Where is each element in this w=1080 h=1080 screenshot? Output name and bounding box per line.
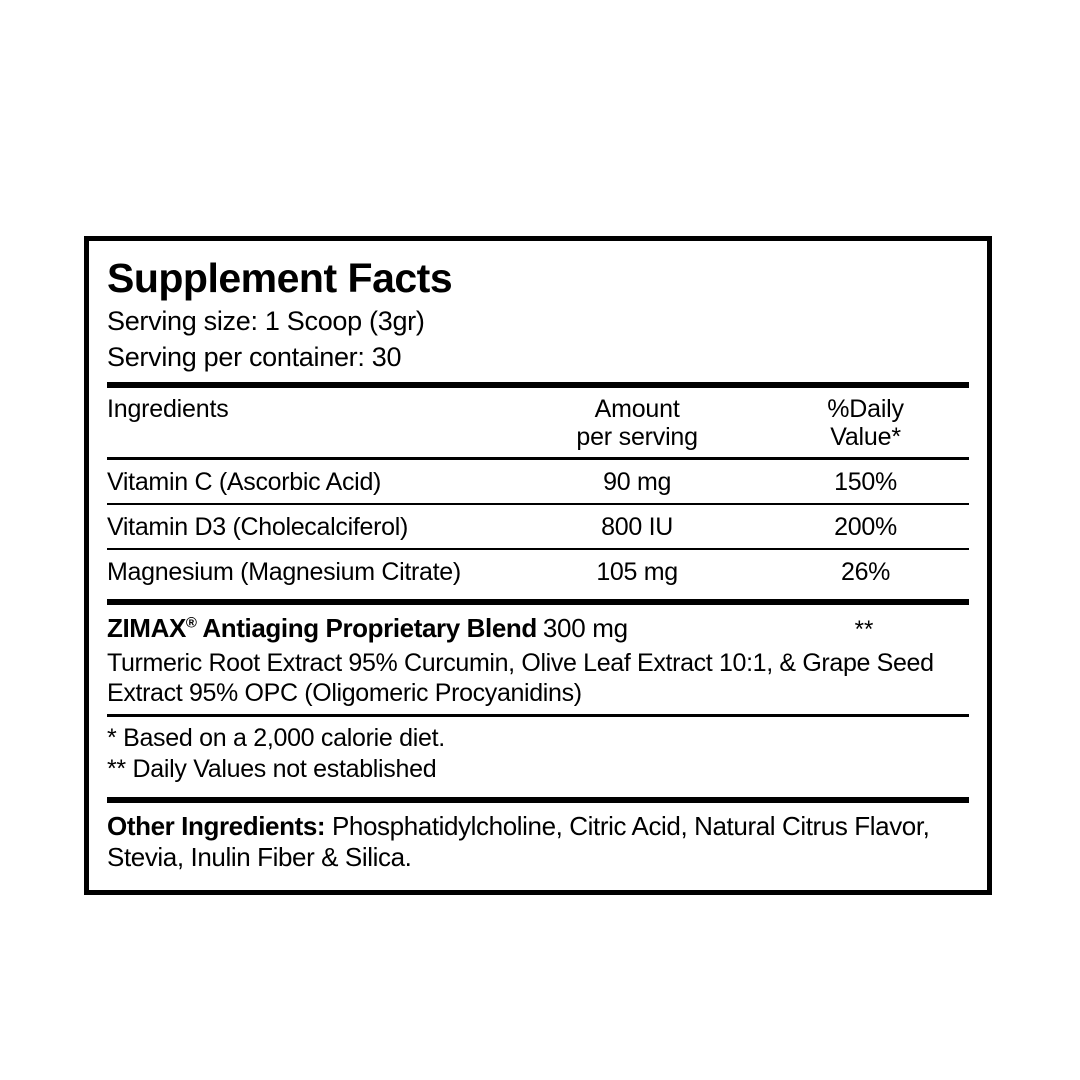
blend-amount: 300 mg — [542, 612, 628, 643]
blend-daily-value: ** — [854, 615, 874, 643]
header-amount — [512, 388, 762, 457]
row-name: Magnesium (Magnesium Citrate) — [107, 557, 461, 586]
header-dv-line1: %Daily — [827, 394, 904, 423]
blend-name: ZIMAX — [107, 612, 186, 643]
row-name: Vitamin D3 (Cholecalciferol) — [107, 512, 408, 541]
registered-mark-icon: ® — [185, 614, 197, 632]
footnote-dv-not-established: ** Daily Values not established — [107, 754, 437, 783]
header-ingredients: Ingredients — [107, 394, 229, 423]
header-dv-line2: Value* — [830, 422, 901, 451]
table-row — [107, 460, 969, 503]
row-daily-value: 26% — [840, 557, 891, 586]
table-header-row — [107, 388, 969, 457]
serving-size: Serving size: 1 Scoop (3gr) — [107, 306, 425, 337]
footnotes — [107, 717, 969, 791]
row-daily-value: 150% — [834, 467, 897, 496]
blend-name-rest: Antiaging Proprietary Blend — [196, 612, 537, 643]
other-ingredients-label: Other Ingredients: — [107, 810, 326, 841]
page-title: Supplement Facts — [107, 255, 453, 301]
facts-table — [107, 388, 969, 593]
header-amount-line1: Amount — [594, 394, 680, 423]
serving-per-container: Serving per container: 30 — [107, 342, 402, 373]
supplement-facts-panel — [84, 236, 992, 895]
row-amount: 105 mg — [596, 557, 678, 586]
header-daily-value — [762, 388, 969, 457]
header-amount-line2: per serving — [576, 422, 698, 451]
row-daily-value: 200% — [834, 512, 897, 541]
table-row — [107, 505, 969, 548]
footnote-calorie-diet: * Based on a 2,000 calorie diet. — [107, 723, 445, 752]
blend-header — [107, 613, 969, 644]
other-ingredients-text: Phosphatidylcholine, Citric Acid, Natural Citrus Flavor, Stevia, Inulin Fiber & Silica. — [107, 810, 930, 873]
row-name: Vitamin C (Ascorbic Acid) — [107, 467, 382, 496]
row-amount: 800 IU — [601, 512, 674, 541]
blend-title — [107, 613, 628, 644]
table-row — [107, 550, 969, 593]
proprietary-blend — [107, 605, 969, 714]
other-ingredients — [107, 803, 969, 874]
row-amount: 90 mg — [603, 467, 672, 496]
blend-description: Turmeric Root Extract 95% Curcumin, Olive Leaf Extract 10:1, & Grape Seed Extract 95% OPC (Oligomeric Procyanidins) — [107, 648, 934, 707]
